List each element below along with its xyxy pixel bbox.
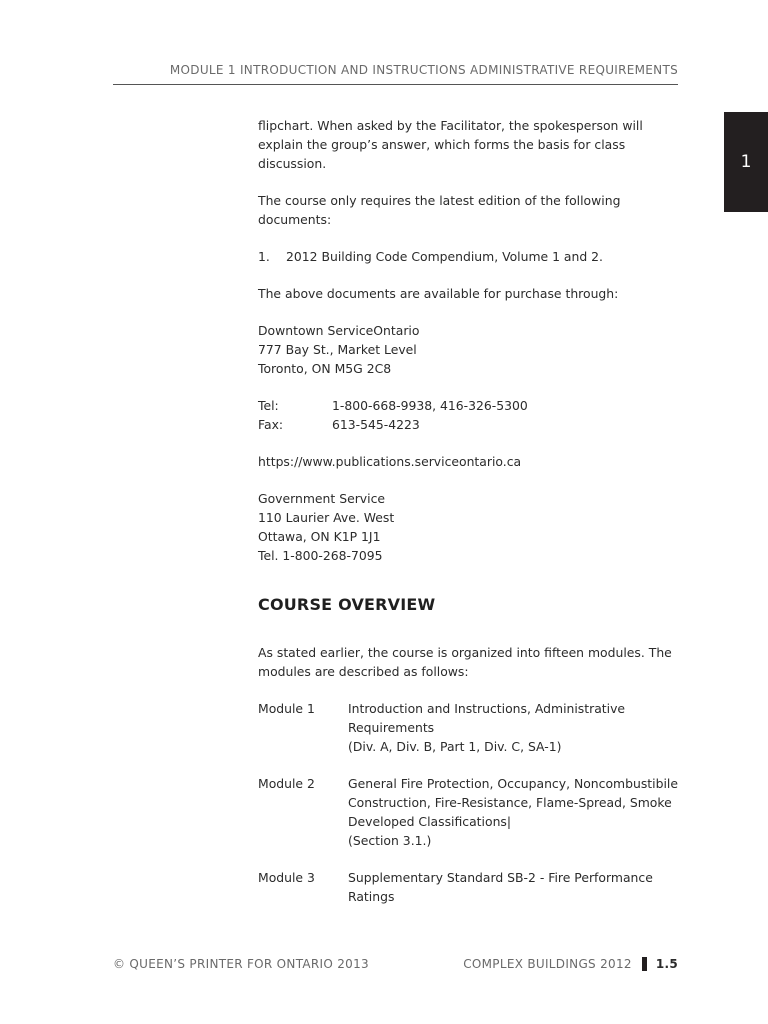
- module-line: (Section 3.1.): [348, 833, 432, 848]
- module-line: Introduction and Instructions, Administrative Requirements: [348, 701, 626, 735]
- paragraph: flipchart. When asked by the Facilitator, the spokesperson will explain the group’s answer, which forms the basis for class discussion.: [258, 118, 643, 171]
- address-government-service: [258, 489, 688, 565]
- address-line: Ottawa, ON K1P 1J1: [258, 529, 381, 544]
- footer-book-title: COMPLEX BUILDINGS 2012: [463, 957, 632, 971]
- module-entry-2: [258, 774, 688, 850]
- contact-row-fax: [258, 415, 688, 434]
- publications-url: https://www.publications.serviceontario.ca: [258, 454, 522, 469]
- section-heading: COURSE OVERVIEW: [258, 595, 436, 614]
- module-entry-1: [258, 699, 688, 756]
- module-description: [348, 774, 688, 850]
- module-label: Module 2: [258, 776, 315, 791]
- module-entry-3: [258, 868, 688, 906]
- address-line: Downtown ServiceOntario: [258, 323, 420, 338]
- footer-right: [463, 957, 678, 971]
- module-description: [348, 699, 688, 756]
- paragraph: The above documents are available for purchase through:: [258, 286, 619, 301]
- page-number: 1.5: [655, 957, 678, 971]
- address-line: Tel. 1-800-268-7095: [258, 548, 383, 563]
- footer-copyright: © QUEEN’S PRINTER FOR ONTARIO 2013: [113, 957, 369, 971]
- contact-value: 613-545-4223: [332, 417, 420, 432]
- contact-value: 1-800-668-9938, 416-326-5300: [332, 398, 528, 413]
- contact-label: Tel:: [258, 398, 279, 413]
- list-number: 1.: [258, 249, 270, 264]
- module-label: Module 3: [258, 870, 315, 885]
- contact-row-tel: [258, 396, 688, 415]
- address-line: Toronto, ON M5G 2C8: [258, 361, 392, 376]
- contact-label: Fax:: [258, 417, 284, 432]
- chapter-tab: [724, 112, 768, 212]
- address-line: 110 Laurier Ave. West: [258, 510, 395, 525]
- address-line: Government Service: [258, 491, 386, 506]
- address-line: 777 Bay St., Market Level: [258, 342, 417, 357]
- module-description: [348, 868, 688, 906]
- paragraph: The course only requires the latest edition of the following documents:: [258, 193, 621, 227]
- paragraph: As stated earlier, the course is organized into fifteen modules. The modules are described as follows:: [258, 645, 672, 679]
- chapter-number: 1: [740, 152, 752, 172]
- module-line: (Div. A, Div. B, Part 1, Div. C, SA-1): [348, 739, 562, 754]
- list-text: 2012 Building Code Compendium, Volume 1 and 2.: [286, 249, 604, 264]
- module-line: General Fire Protection, Occupancy, Noncombustibile Construction, Fire-Resistance, Flame-Spread, Smoke Developed Classifications|: [348, 776, 678, 829]
- module-line: Supplementary Standard SB-2 - Fire Performance Ratings: [348, 870, 653, 904]
- running-header: MODULE 1 INTRODUCTION AND INSTRUCTIONS ADMINISTRATIVE REQUIREMENTS: [169, 63, 678, 77]
- footer-bar-marker: [642, 957, 647, 971]
- numbered-list-item: [258, 247, 688, 266]
- contact-block: [258, 396, 688, 434]
- module-label: Module 1: [258, 701, 315, 716]
- address-serviceontario: [258, 321, 688, 378]
- page-content: [258, 116, 688, 924]
- header-divider: [113, 84, 678, 85]
